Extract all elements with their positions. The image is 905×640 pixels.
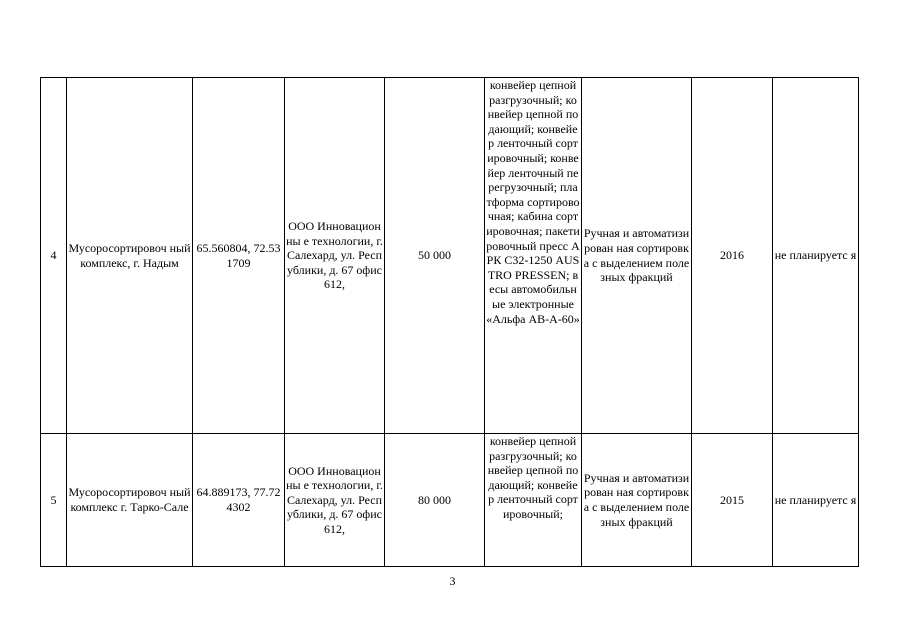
- row-number: 4: [41, 78, 67, 434]
- page-number: 3: [449, 574, 456, 588]
- equipment: конвейер цепной разгрузочный; конвейер цепной подающий; конвейер ленточный сортировочный;: [487, 434, 579, 521]
- coordinates: 64.889173, 77.724302: [193, 434, 285, 567]
- facility-name: Мусоросортировоч ный комплекс, г. Надым: [67, 78, 193, 434]
- coordinates: 65.560804, 72.531709: [193, 78, 285, 434]
- equipment: конвейер цепной разгрузочный; конвейер цепной подающий; конвейер ленточный сортировочный; конвейер ленточный перегрузочный; платформа сортировочная; кабина сортировочная; пакетировочный пресс АРК С32-1250 AUSTRO PRESSEN; весы автомобильные электронные «Альфа АВ-А-60»: [486, 78, 580, 326]
- equipment-cell: [485, 78, 582, 434]
- row-number: 5: [41, 434, 67, 567]
- facility-name: Мусоросортировоч ный комплекс г. Тарко-Сале: [67, 434, 193, 567]
- owner: ООО Инновационны е технологии, г. Салехард, ул. Республики, д. 67 офис 612,: [285, 434, 385, 567]
- equipment-cell: [485, 434, 582, 567]
- owner: ООО Инновационны е технологии, г. Салехард, ул. Республики, д. 67 офис 612,: [285, 78, 385, 434]
- commission-year: 2015: [692, 434, 773, 567]
- capacity: 50 000: [385, 78, 485, 434]
- facilities-table: [40, 77, 859, 567]
- processing-method: Ручная и автоматизирован ная сортировка с выделением полезных фракций: [582, 78, 692, 434]
- table-row: [41, 78, 859, 434]
- plan-status: не планируетс я: [773, 434, 859, 567]
- table-row: [41, 434, 859, 567]
- plan-status: не планируетс я: [773, 78, 859, 434]
- commission-year: 2016: [692, 78, 773, 434]
- processing-method: Ручная и автоматизирован ная сортировка с выделением полезных фракций: [582, 434, 692, 567]
- capacity: 80 000: [385, 434, 485, 567]
